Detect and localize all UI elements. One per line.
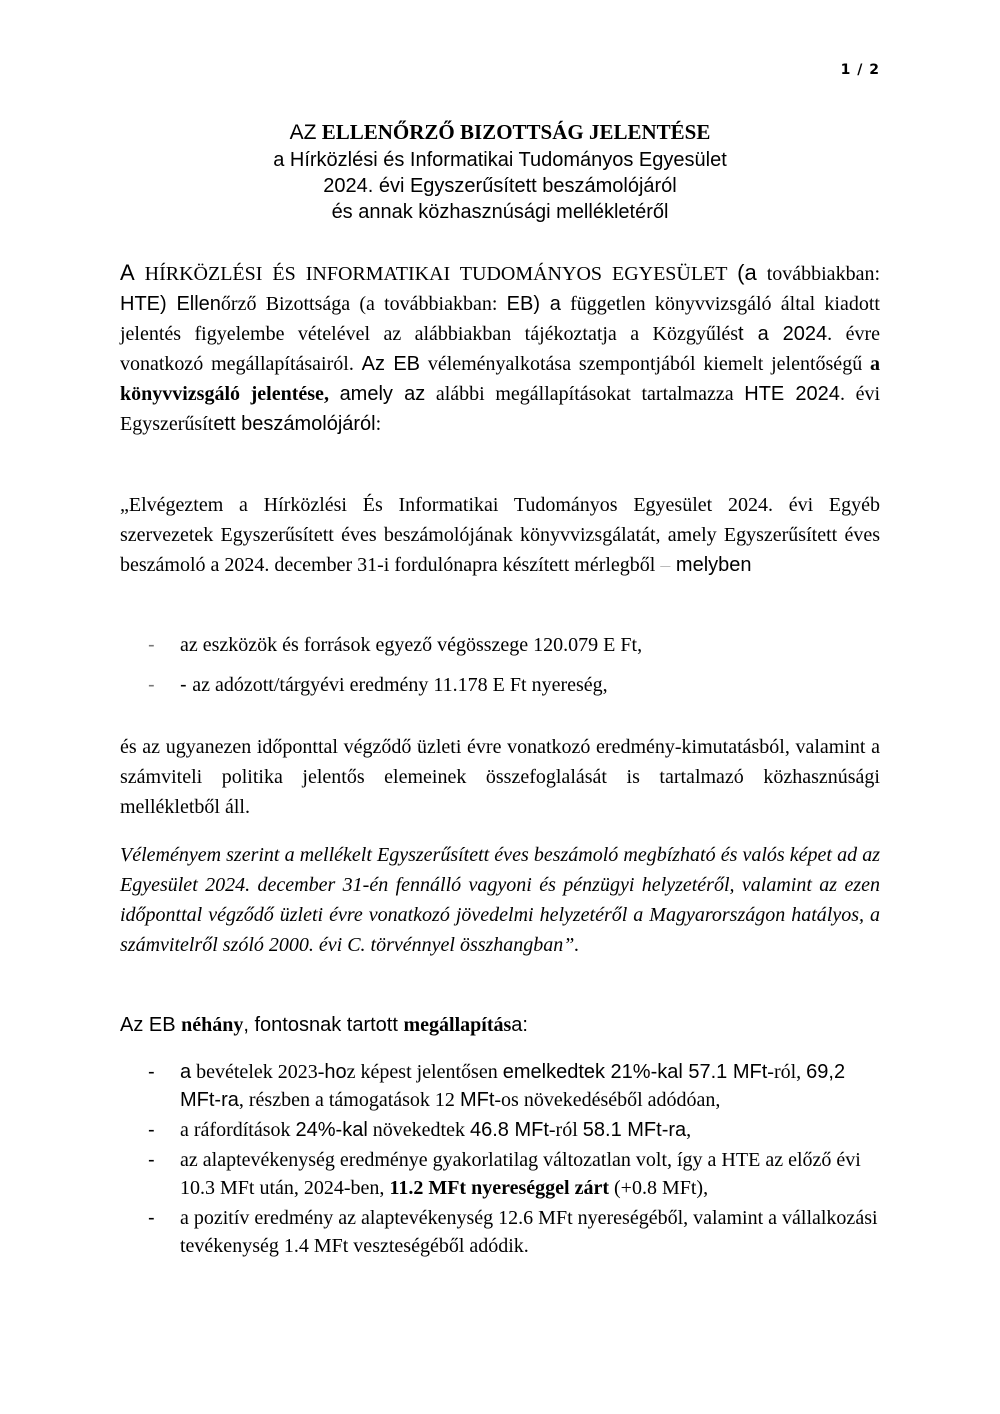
list-item-text: a [180, 1061, 192, 1083]
intro-text: EB) a [506, 293, 561, 315]
auditor-opinion-paragraph: Véleményem szerint a mellékelt Egyszerűsített éves beszámoló megbízható és valós képet ad az Egyesület 2024. december 31-én fennálló vagyoni és pénzügyi helyzetéről, valamint az ezen időponttal végződő üzleti évre vonatkozó jövedelmi helyzetéről a Magyarországon hatályos, a számvitelről szóló 2000. évi C. törvénnyel összhangban”. [120, 844, 880, 956]
intro-text: (a [737, 260, 757, 285]
list-dash: - [148, 1149, 155, 1171]
page-number: 1 / 2 [840, 62, 880, 78]
list-item-text: -os növekedéséből adódóan, [494, 1089, 721, 1111]
list-item-text: -ról, [767, 1061, 807, 1083]
heading-text: megállapítás [403, 1014, 512, 1036]
list-item-text: MFt [459, 1089, 495, 1111]
balance-list [120, 630, 880, 710]
list-item-text: 46.8 MFt [469, 1119, 549, 1141]
report-title-block [120, 118, 880, 225]
intro-text: továbbiakban: [756, 263, 880, 285]
list-item-text: 58.1 MFt-ra [582, 1119, 687, 1141]
intro-bold-text: a könyvvizsgáló jelentése [120, 353, 880, 405]
intro-text: HTE) Ellen [120, 293, 221, 315]
list-item-text: ho [324, 1061, 347, 1083]
list-item [120, 1058, 880, 1114]
heading-text: a: [511, 1014, 528, 1036]
intro-text: független könyvvizsgáló által kiadott jelentés figyelembe vételével az alábbiakban tájékoztatja a Közgyűlés [120, 293, 880, 345]
list-item-text: az adózott/tárgyévi eredmény 11.178 E Ft nyereség, [192, 674, 608, 696]
intro-text: Az EB [361, 353, 421, 375]
quote-tail: melyben [670, 554, 752, 576]
report-subtitle-line-2: 2024. évi Egyszerűsített beszámolójáról [323, 175, 677, 197]
list-item [120, 1204, 880, 1260]
list-item-text: , részben a támogatások 12 [238, 1089, 460, 1111]
intro-text: : [375, 413, 382, 435]
list-item-text: az eszközök és források egyező végösszege 120.079 E Ft, [180, 634, 643, 656]
heading-text: Az EB [120, 1014, 182, 1036]
list-item-prefix: - [180, 674, 193, 696]
list-dash: - [148, 1119, 155, 1141]
intro-paragraph [120, 258, 880, 439]
intro-text: HTE 2024 [744, 383, 840, 405]
list-item-text: a pozitív eredmény az alaptevékenység 12.6 MFt nyereségéből, valamint a vállalkozási tevékenység 1.4 MFt veszteségéből adódik. [180, 1207, 878, 1257]
intro-text: ett beszámolójáról [213, 413, 376, 435]
list-item-text: emelkedtek 21%-kal 57.1 MFt [502, 1061, 768, 1083]
list-item-text: z képest jelentősen [346, 1061, 503, 1083]
intro-text: t a 2024 [738, 323, 828, 345]
list-item-text: az alaptevékenység eredménye gyakorlatilag változatlan volt, így a HTE az előző évi 10.3 MFt után, 2024-ben, [180, 1149, 861, 1199]
intro-text: A [120, 260, 135, 285]
intro-text: , [323, 383, 340, 405]
report-subtitle-line-1: a Hírközlési és Informatikai Tudományos Egyesület [273, 149, 727, 171]
report-subtitle-line-3: és annak közhasznúsági mellékletéről [331, 201, 669, 223]
list-item-text: -ról [548, 1119, 583, 1141]
list-item [120, 630, 880, 660]
list-item [120, 670, 880, 700]
list-dash: - [148, 1061, 155, 1083]
heading-text: , fontosnak tartott [243, 1014, 404, 1036]
list-item-text: (+0.8 MFt), [609, 1177, 709, 1199]
list-dash: - [148, 634, 155, 656]
list-item-text: a ráfordítások [180, 1119, 296, 1141]
report-title [120, 118, 880, 147]
list-item [120, 1146, 880, 1202]
list-item-text: 24%-kal [295, 1119, 368, 1141]
intro-text: véleményalkotása szempontjából kiemelt jelentőségű [420, 353, 870, 375]
findings-list [120, 1058, 880, 1262]
list-dash: - [148, 1207, 155, 1229]
list-item-text: , [686, 1119, 692, 1141]
list-item-text: bevételek 2023- [191, 1061, 325, 1083]
quote-dash: – [660, 554, 671, 576]
findings-heading [120, 1010, 880, 1040]
list-item [120, 1116, 880, 1144]
intro-text: . évre vonatkozó megállapításairól. [120, 323, 880, 375]
intro-text: . évi Egyszerűsít [120, 383, 880, 435]
intro-text: őrző Bizottsága (a továbbiakban: [220, 293, 507, 315]
list-item-text: növekedtek [367, 1119, 470, 1141]
list-item-bold-text: 11.2 MFt nyereséggel zárt [389, 1177, 609, 1199]
list-item-text: 69,2 MFt-ra [180, 1061, 846, 1111]
title-main-text: ELLENŐRZŐ BIZOTTSÁG JELENTÉSE [316, 120, 711, 144]
auditor-quote-paragraph [120, 490, 880, 580]
statement-scope-paragraph: és az ugyanezen időponttal végződő üzleti évre vonatkozó eredmény-kimutatásból, valamint a számviteli politika jelentős elemeinek összefoglalását is tartalmazó közhasznúsági mellékletből áll. [120, 736, 880, 818]
intro-text: alábbi megállapításokat tartalmazza [425, 383, 745, 405]
list-dash: - [148, 674, 155, 696]
title-prefix: AZ [289, 121, 317, 144]
quote-text: „Elvégeztem a Hírközlési És Informatikai Tudományos Egyesület 2024. évi Egyéb szervezetek Egyszerűsített éves beszámolójának könyvvizsgálatát, amely Egyszerűsített éves beszámoló a 2024. december 31-i fordulónapra készített mérlegből [120, 494, 880, 576]
intro-text: amely az [339, 383, 426, 405]
intro-text: HÍRKÖZLÉSI ÉS INFORMATIKAI TUDOMÁNYOS EGYESÜLET [134, 263, 738, 285]
heading-text: néhány [181, 1014, 244, 1036]
